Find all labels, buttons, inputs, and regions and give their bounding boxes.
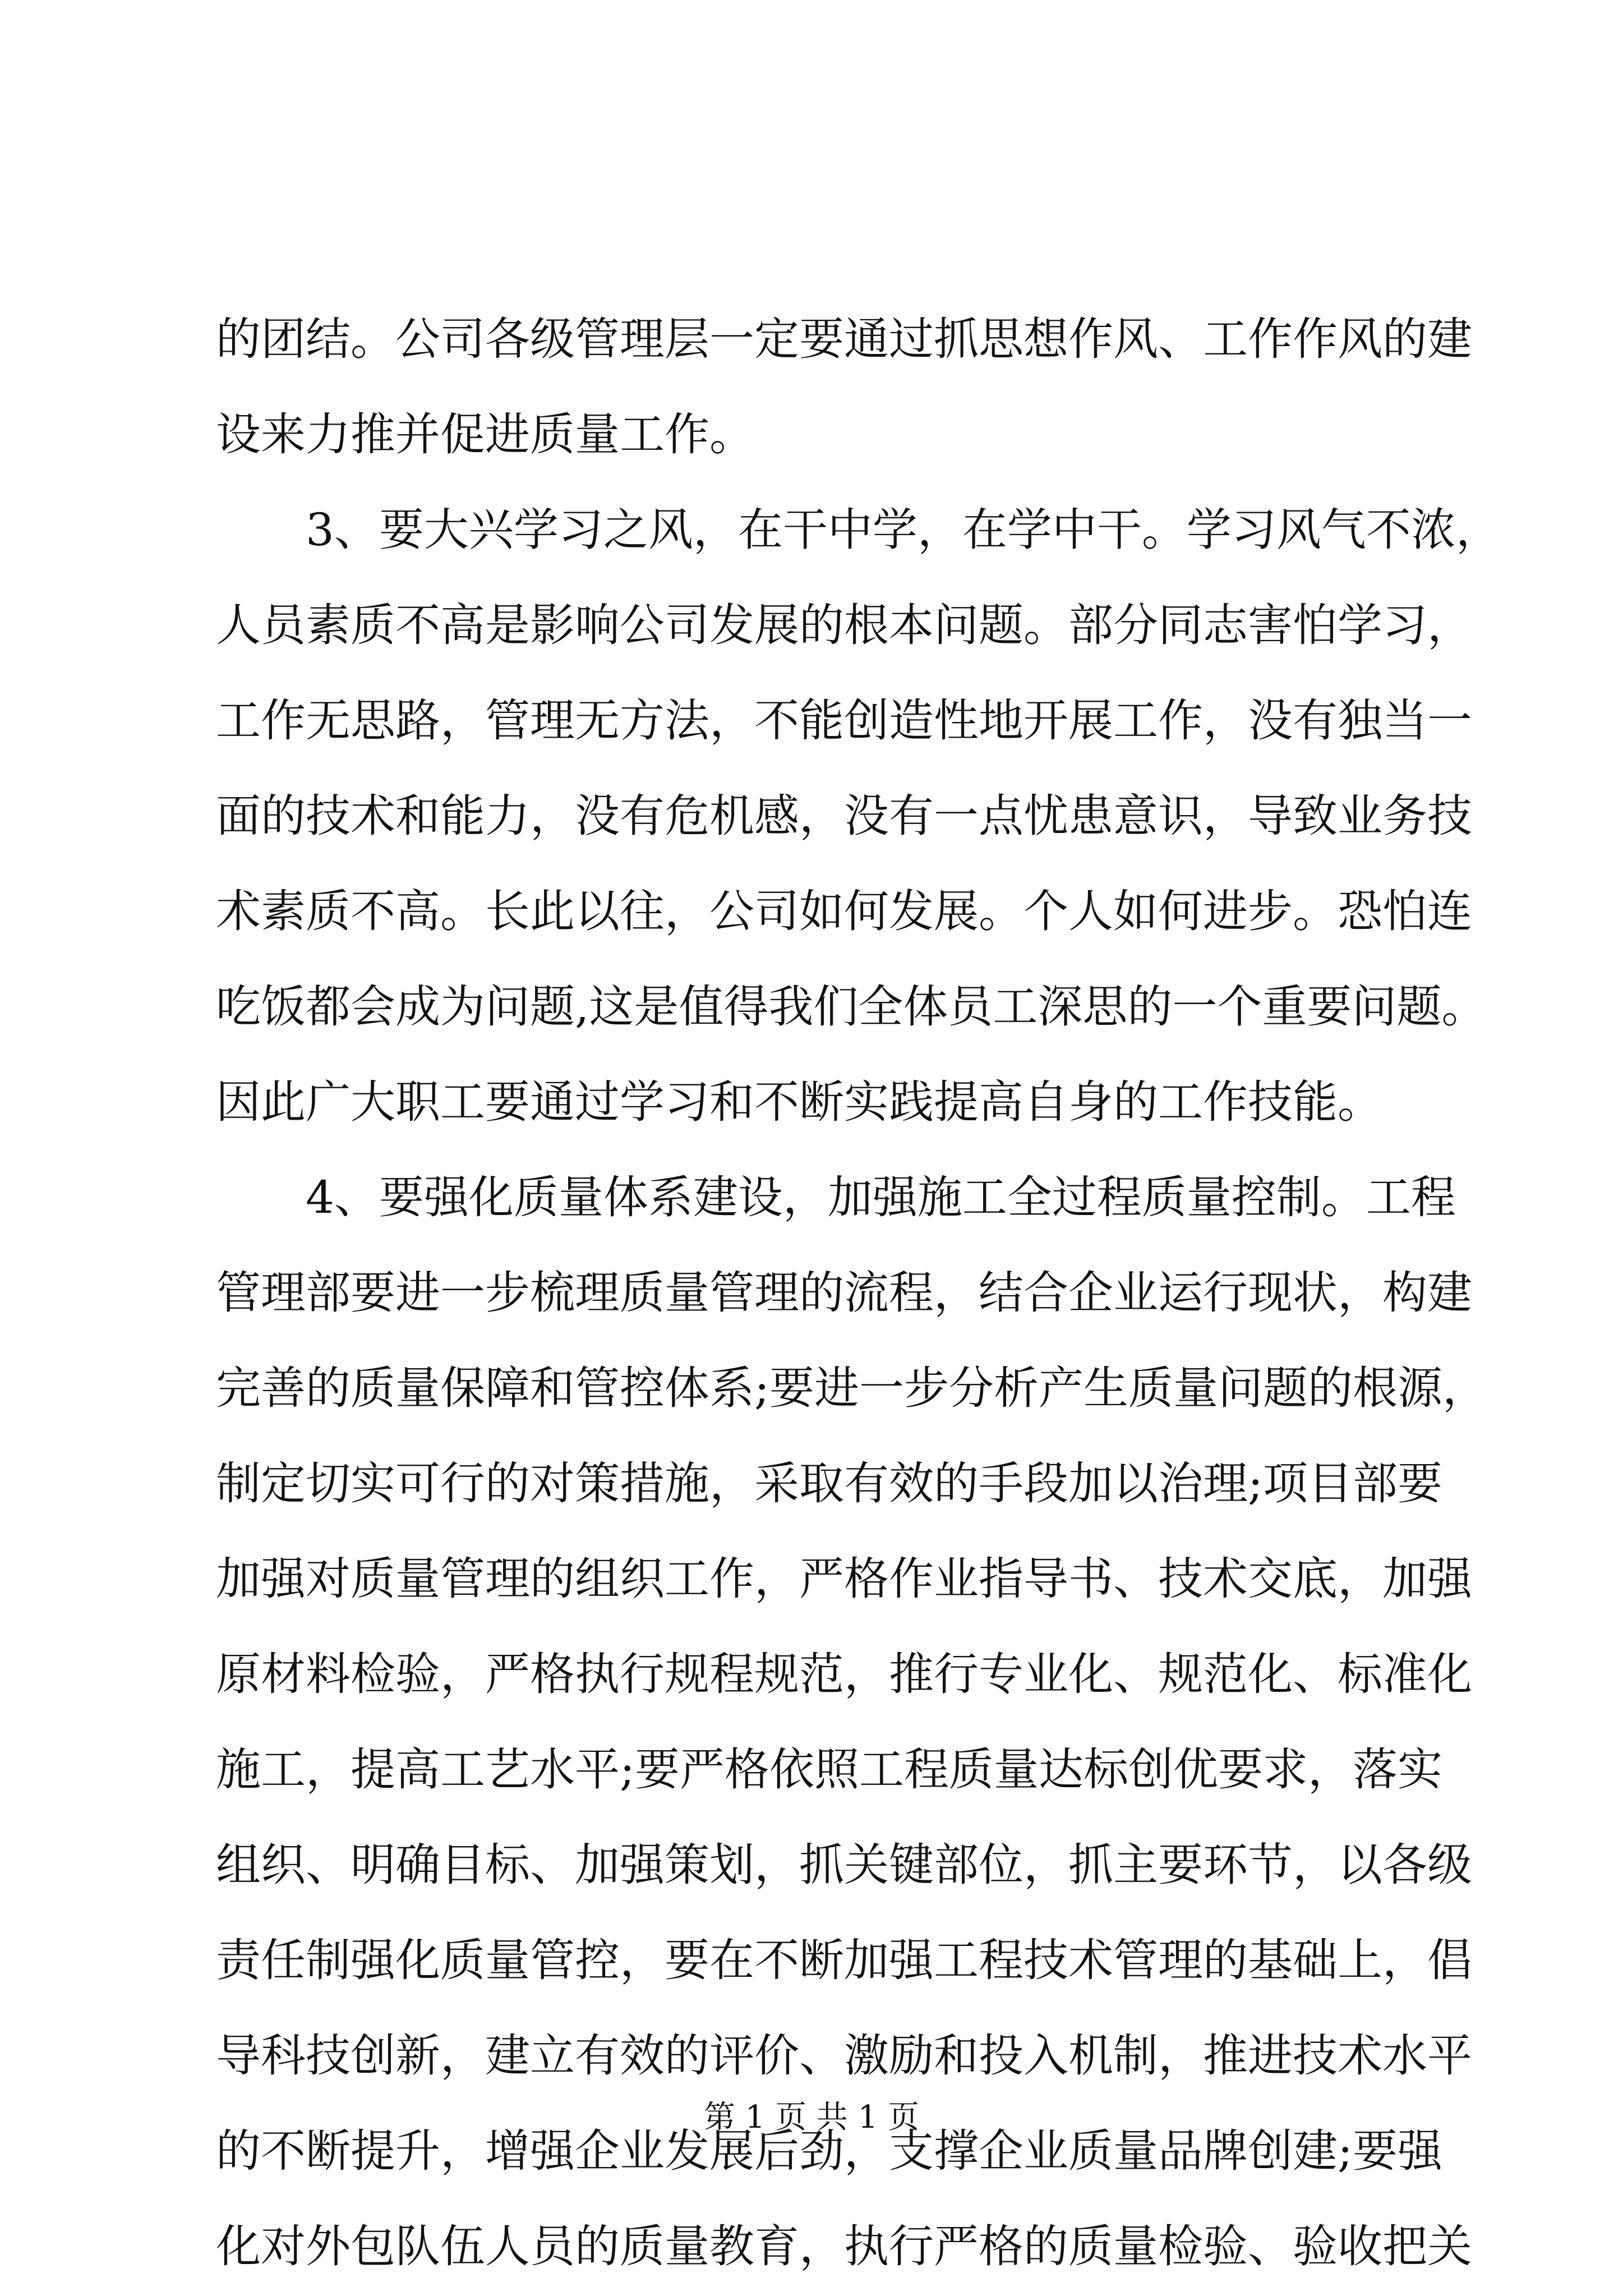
- text-line: 面的技术和能力，没有危机感，没有一点忧患意识，导致业务技: [216, 790, 1472, 842]
- text-line: 化对外包队伍人员的质量教育，执行严格的质量检验、验收把关: [216, 2220, 1472, 2272]
- text-line: 人员素质不高是影响公司发展的根本问题。部分同志害怕学习，: [216, 599, 1472, 651]
- paragraph-start-line: 4、要强化质量体系建设，加强施工全过程质量控制。工程: [306, 1171, 1456, 1223]
- text-line: 术素质不高。长此以往，公司如何发展。个人如何进步。恐怕连: [216, 885, 1472, 937]
- text-line: 责任制强化质量管控，要在不断加强工程技术管理的基础上，倡: [216, 1934, 1472, 1986]
- text-line: 原材料检验，严格执行规程规范，推行专业化、规范化、标准化: [216, 1648, 1472, 1700]
- text-line: 的不断提升，增强企业发展后劲，支撑企业质量品牌创建;要强: [216, 2125, 1442, 2177]
- text-line: 因此广大职工要通过学习和不断实践提高自身的工作技能。: [216, 1076, 1382, 1128]
- page-number-label: 第 1 页 共 1 页: [703, 2099, 920, 2136]
- text-line: 加强对质量管理的组织工作，严格作业指导书、技术交底，加强: [216, 1553, 1472, 1605]
- text-line: 导科技创新，建立有效的评价、激励和投入机制，推进技术水平: [216, 2030, 1472, 2082]
- text-line: 组织、明确目标、加强策划，抓关键部位，抓主要环节，以各级: [216, 1839, 1472, 1891]
- text-line: 吃饭都会成为问题,这是值得我们全体员工深思的一个重要问题。: [216, 981, 1487, 1033]
- text-line: 工作无思路，管理无方法，不能创造性地开展工作，没有独当一: [216, 694, 1472, 747]
- text-line: 施工，提高工艺水平;要严格依照工程质量达标创优要求，落实: [216, 1743, 1442, 1796]
- text-line: 管理部要进一步梳理质量管理的流程，结合企业运行现状，构建: [216, 1267, 1472, 1319]
- text-line: 的团结。公司各级管理层一定要通过抓思想作风、工作作风的建: [216, 313, 1472, 365]
- page-footer: [0, 2095, 1623, 2140]
- text-line: 完善的质量保障和管控体系;要进一步分析产生质量问题的根源，: [216, 1362, 1487, 1414]
- text-line: 制定切实可行的对策措施，采取有效的手段加以治理;项目部要: [216, 1457, 1442, 1510]
- document-body: [216, 292, 1501, 2294]
- paragraph-start-line: 3、要大兴学习之风，在干中学，在学中干。学习风气不浓，: [306, 504, 1501, 556]
- text-line: 设来力推并促进质量工作。: [216, 408, 754, 461]
